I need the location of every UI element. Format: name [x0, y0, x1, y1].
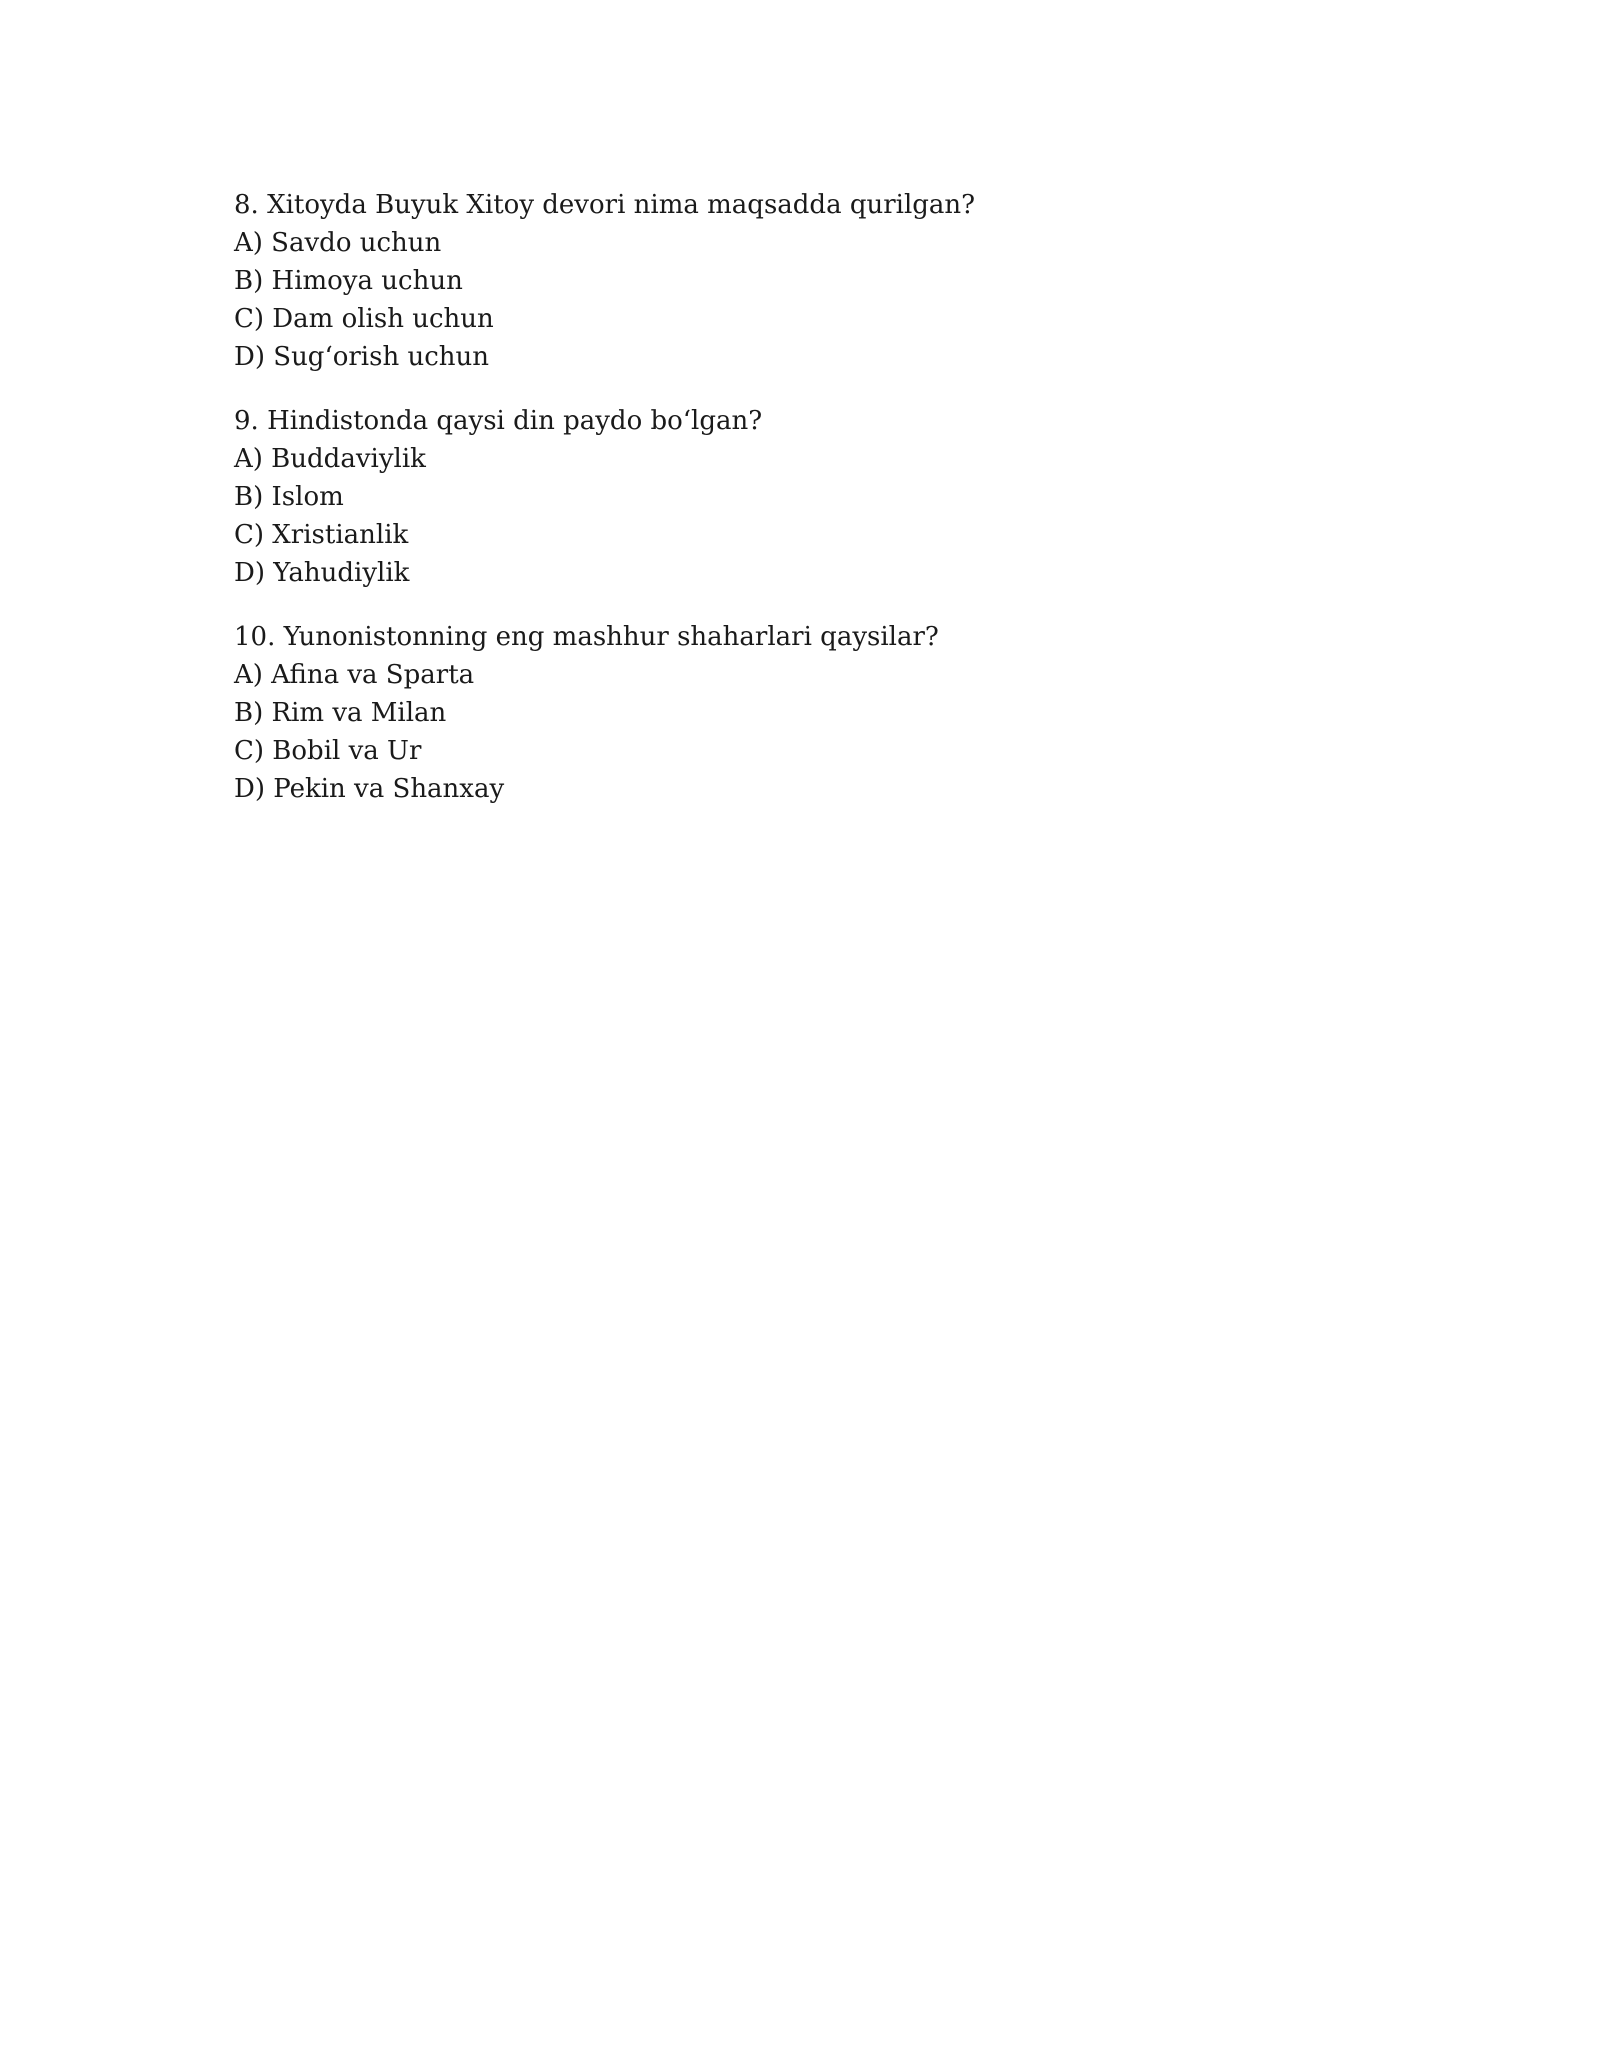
- question-9: [234, 402, 1364, 592]
- question-8: [234, 186, 1364, 376]
- question-text: 9. Hindistonda qaysi din paydo bo‘lgan?: [234, 406, 763, 436]
- option-a: A) Afina va Sparta: [234, 660, 475, 690]
- option-a: A) Buddaviylik: [234, 444, 426, 474]
- option-c: C) Dam olish uchun: [234, 304, 494, 334]
- option-b: B) Himoya uchun: [234, 266, 463, 296]
- option-d: D) Yahudiylik: [234, 558, 410, 588]
- option-d: D) Sug‘orish uchun: [234, 342, 490, 372]
- question-text: 8. Xitoyda Buyuk Xitoy devori nima maqsadda qurilgan?: [234, 190, 976, 220]
- document-page: [234, 186, 1364, 834]
- option-c: C) Bobil va Ur: [234, 736, 422, 766]
- answer-options: [234, 224, 1364, 376]
- option-c: C) Xristianlik: [234, 520, 409, 550]
- answer-options: [234, 440, 1364, 592]
- answer-options: [234, 656, 1364, 808]
- option-a: A) Savdo uchun: [234, 228, 442, 258]
- question-text: 10. Yunonistonning eng mashhur shaharlari qaysilar?: [234, 622, 939, 652]
- question-10: [234, 618, 1364, 808]
- option-b: B) Rim va Milan: [234, 698, 447, 728]
- option-d: D) Pekin va Shanxay: [234, 774, 505, 804]
- option-b: B) Islom: [234, 482, 344, 512]
